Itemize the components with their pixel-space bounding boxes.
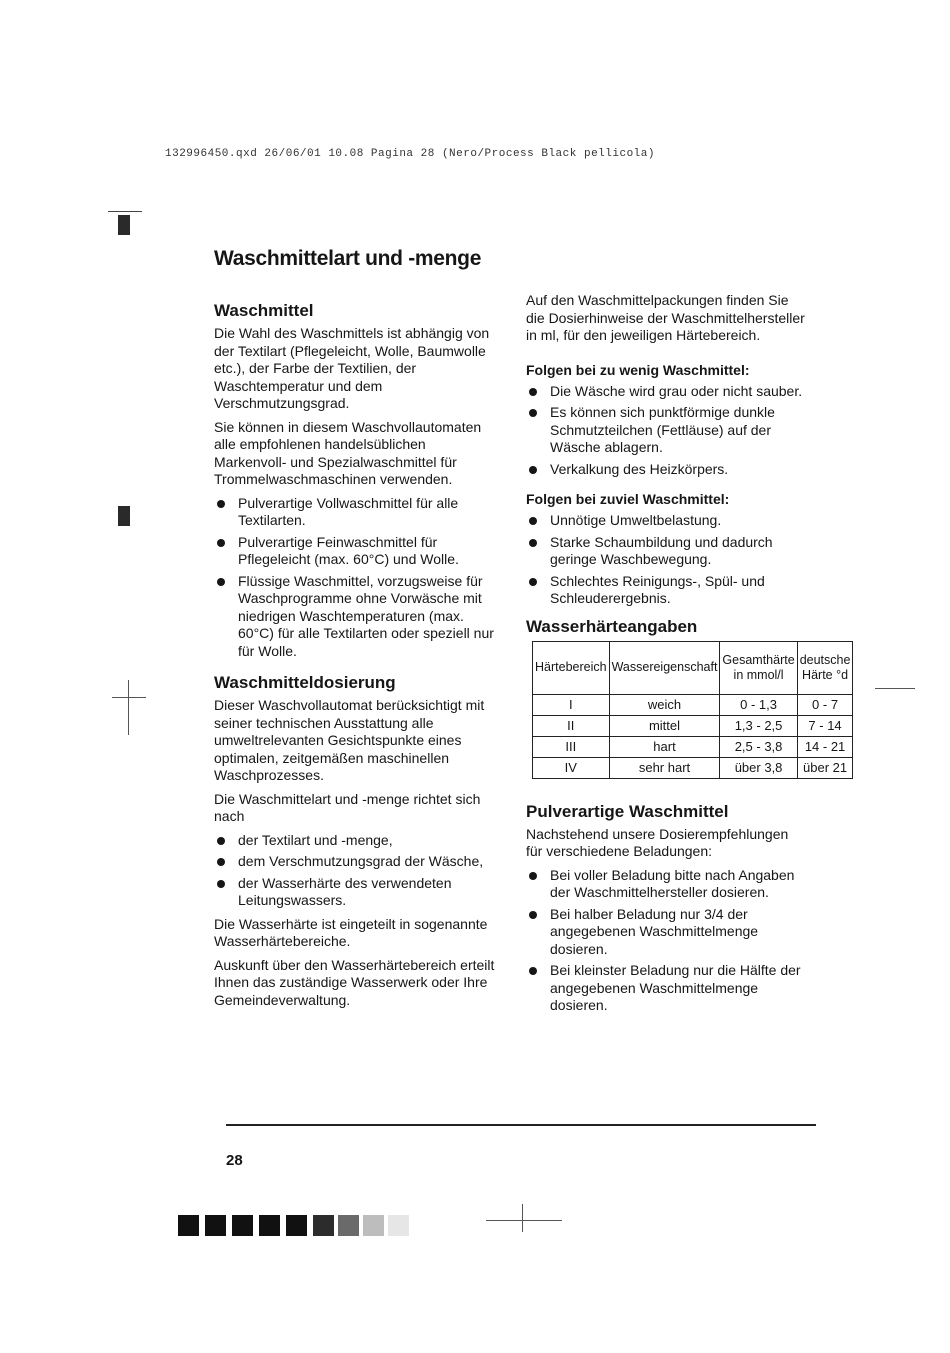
crop-mark [522, 1204, 523, 1232]
too-little-list [526, 383, 808, 479]
water-hardness-table [532, 641, 853, 779]
table-row [533, 715, 853, 736]
list-item: Verkalkung des Heizkörpers. [526, 461, 808, 479]
too-much-heading: Folgen bei zuviel Waschmittel: [526, 491, 730, 507]
calibration-swatch [259, 1215, 280, 1236]
registration-marker [118, 506, 130, 526]
print-slug: 132996450.qxd 26/06/01 10.08 Pagina 28 (Nero/Process Black pellicola) [165, 148, 655, 160]
table-row [533, 736, 853, 757]
table-cell: sehr hart [609, 757, 720, 778]
list-item: dem Verschmutzungsgrad der Wäsche, [214, 853, 496, 871]
list-item: Starke Schaumbildung und dadurch geringe Waschbewegung. [526, 534, 808, 569]
powder-detergent-heading: Pulverartige Waschmittel [526, 801, 729, 821]
page-title: Waschmittelart und -menge [214, 247, 482, 270]
table-header: Wassereigenschaft [609, 641, 720, 694]
table-header-row [533, 641, 853, 694]
table-cell: 14 - 21 [797, 736, 853, 757]
too-much-list [526, 512, 808, 608]
list-item: Schlechtes Reinigungs-, Spül- und Schleuderergebnis. [526, 573, 808, 608]
list-item: Bei kleinster Beladung nur die Hälfte der angegebenen Waschmittelmenge dosieren. [526, 962, 808, 1015]
calibration-swatch [232, 1215, 253, 1236]
table-cell: 0 - 1,3 [720, 694, 797, 715]
table-header: deutsche Härte °d [797, 641, 853, 694]
calibration-swatch [363, 1215, 384, 1236]
table-cell: über 21 [797, 757, 853, 778]
table-header: Härtebereich [533, 641, 610, 694]
too-little-heading: Folgen bei zu wenig Waschmittel: [526, 361, 750, 378]
calibration-swatch [338, 1215, 359, 1236]
table-cell: weich [609, 694, 720, 715]
list-item: Unnötige Umweltbelastung. [526, 512, 808, 530]
paragraph: Nachstehend unsere Dosierempfehlungen für verschiedene Beladungen: [526, 825, 789, 859]
dosage-factors-list [214, 832, 496, 910]
table-cell: II [533, 715, 610, 736]
list-item: Bei voller Beladung bitte nach Angaben der Waschmittelhersteller dosieren. [526, 867, 808, 902]
table-cell: über 3,8 [720, 757, 797, 778]
list-item: Pulverartige Feinwaschmittel für Pflegeleicht (max. 60°C) und Wolle. [214, 534, 496, 569]
detergent-types-list [214, 495, 496, 661]
registration-marker [118, 215, 130, 235]
paragraph: Auskunft über den Wasserhärtebereich erteilt Ihnen das zuständige Wasserwerk oder Ihre Gemeindeverwaltung. [214, 956, 495, 1008]
list-item: der Textilart und -menge, [214, 832, 496, 850]
paragraph: Sie können in diesem Waschvollautomaten alle empfohlenen handelsüblichen Markenvoll- und Spezialwaschmittel für Trommelwaschmaschinen verwenden. [214, 418, 482, 487]
table-cell: 1,3 - 2,5 [720, 715, 797, 736]
list-item: Die Wäsche wird grau oder nicht sauber. [526, 383, 808, 401]
paragraph: Auf den Waschmittelpackungen finden Sie die Dosierhinweise der Waschmittelhersteller in ml, für den jeweiligen Härtebereich. [526, 292, 805, 343]
crop-mark [112, 697, 146, 698]
crop-mark [128, 680, 129, 735]
water-hardness-heading: Wasserhärteangaben [526, 616, 698, 636]
paragraph: Die Waschmittelart und -menge richtet sich nach [214, 790, 481, 824]
dosierung-heading: Waschmitteldosierung [214, 673, 396, 692]
table-row [533, 694, 853, 715]
calibration-swatch [178, 1215, 199, 1236]
table-cell: IV [533, 757, 610, 778]
table-cell: III [533, 736, 610, 757]
list-item: Es können sich punktförmige dunkle Schmutzteilchen (Fettläuse) auf der Wäsche ablagern. [526, 404, 808, 457]
paragraph: Dieser Waschvollautomat berücksichtigt mit seiner technischen Ausstattung alle umweltrelevanten Gesichtspunkte eines optimalen, zeitgemäßen maschinellen Waschprozesses. [214, 697, 485, 783]
left-column [214, 300, 496, 1015]
table-row [533, 757, 853, 778]
table-cell: 7 - 14 [797, 715, 853, 736]
marker-rule [108, 211, 142, 212]
powder-dosage-list [526, 867, 808, 1015]
calibration-swatch [388, 1215, 409, 1236]
footer-rule [226, 1124, 816, 1126]
table-cell: I [533, 694, 610, 715]
crop-mark [875, 688, 915, 689]
table-cell: hart [609, 736, 720, 757]
table-cell: mittel [609, 715, 720, 736]
table-cell: 0 - 7 [797, 694, 853, 715]
calibration-swatch [205, 1215, 226, 1236]
list-item: Bei halber Beladung nur 3/4 der angegebenen Waschmittelmenge dosieren. [526, 906, 808, 959]
table-header: Gesamthärte in mmol/l [720, 641, 797, 694]
page-number: 28 [226, 1152, 243, 1169]
right-column [526, 292, 851, 1021]
calibration-swatch [313, 1215, 334, 1236]
waschmittel-heading: Waschmittel [214, 301, 314, 320]
crop-mark [486, 1220, 562, 1221]
paragraph: Die Wasserhärte ist eingeteilt in sogenannte Wasserhärtebereiche. [214, 915, 488, 949]
list-item: der Wasserhärte des verwendeten Leitungswassers. [214, 875, 496, 910]
calibration-swatch [286, 1215, 307, 1236]
table-cell: 2,5 - 3,8 [720, 736, 797, 757]
list-item: Pulverartige Vollwaschmittel für alle Textilarten. [214, 495, 496, 530]
paragraph: Die Wahl des Waschmittels ist abhängig von der Textilart (Pflegeleicht, Wolle, Baumwolle etc.), der Farbe der Textilien, der Waschtemperatur und dem Verschmutzungsgrad. [214, 325, 490, 411]
list-item: Flüssige Waschmittel, vorzugsweise für Waschprogramme ohne Vorwäsche mit niedrigen Waschtemperaturen (max. 60°C) für alle Textilarten oder speziell nur für Wolle. [214, 573, 496, 661]
